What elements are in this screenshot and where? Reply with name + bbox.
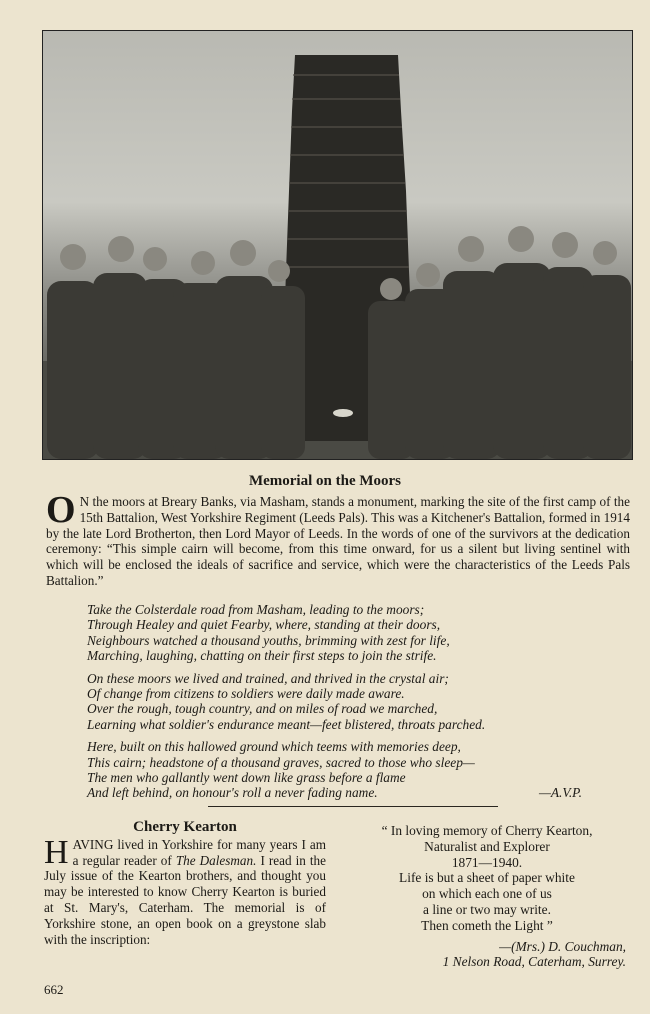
letter-column: [44, 820, 326, 947]
letter-address: 1 Nelson Road, Caterham, Surrey.: [442, 954, 626, 970]
page-number: 662: [44, 982, 64, 997]
intro-text: N the moors at Breary Banks, via Masham, stands a monument, marking the site of the first camp of the 15th Battalion, West Yorkshire Regiment (Leeds Pals). This was a Kitchener's Battalion, formed in 1914 by the late Lord Brotherton, then Lord Mayor of Leeds. In the words of one of the survivors at the dedication ceremony: “This simple cairn will become, from this time onward, for us a silent but living sentinel with which will be enclosed the ideals of sacrifice and service, which were the characteristics of the Leeds Pals Battalion.”: [46, 494, 630, 588]
poem-signature: —A.V.P.: [538, 785, 582, 801]
poem-line: Neighbours watched a thousand youths, brimming with zest for life,: [87, 632, 450, 648]
poem-line: Take the Colsterdale road from Masham, leading to the moors;: [87, 602, 425, 617]
letter-text-2: I read in the July issue of the Kearton brothers, and thought you may be interested to know Cherry Kearton is buried at St. Mary's, Caterham. The memorial is of Yorkshire stone, an open book on a greystone slab with the inscription:: [44, 852, 326, 947]
poem-line: And left behind, on honour's roll a never fading name.: [87, 785, 378, 801]
letter-body: [44, 833, 326, 948]
poem-line: The men who gallantly went down like grass before a flame: [87, 770, 406, 786]
poem-line: Learning what soldier's endurance meant—feet blistered, throats parched.: [87, 716, 486, 732]
article-title-cherry-kearton: Cherry Kearton: [133, 819, 237, 835]
letter-text-1: AVING lived in Yorkshire for many years I am a regular reader of: [72, 836, 326, 868]
poem-stanza-3: [87, 739, 597, 801]
drop-cap-h: H: [44, 833, 69, 871]
drop-cap-o: O: [46, 489, 76, 531]
poem-stanza-2: [87, 671, 597, 733]
letter-author: —(Mrs.) D. Couchman,: [499, 938, 626, 954]
inscription-line: Naturalist and Explorer: [424, 838, 550, 854]
inscription-line: on which each one of us: [422, 886, 552, 902]
inscription-line: Then cometh the Light ”: [421, 917, 553, 933]
poem-line: On these moors we lived and trained, and thrived in the crystal air;: [87, 670, 449, 686]
article-intro-paragraph: [46, 489, 630, 589]
poem-line: This cairn; headstone of a thousand graves, sacred to those who sleep—: [87, 754, 475, 770]
poem-stanza-1: [87, 602, 597, 664]
poem-line: Through Healey and quiet Fearby, where, standing at their doors,: [87, 617, 441, 633]
inscription-line: “ In loving memory of Cherry Kearton,: [381, 823, 593, 838]
poem-line: Of change from citizens to soldiers were daily made aware.: [87, 686, 405, 702]
article-title-memorial: Memorial on the Moors: [248, 473, 402, 489]
inscription-line: 1871—1940.: [451, 854, 523, 870]
inscription-column: [342, 823, 632, 970]
poem-line: Marching, laughing, chatting on their first steps to join the strife.: [87, 648, 437, 664]
poem: [87, 602, 597, 808]
poem-line: Here, built on this hallowed ground which teems with memories deep,: [87, 739, 461, 755]
inscription-line: Life is but a sheet of paper white: [399, 870, 575, 886]
memorial-cairn-photograph: [42, 30, 633, 460]
magazine-name: The Dalesman.: [175, 852, 257, 868]
inscription-line: a line or two may write.: [423, 901, 551, 917]
poem-line: Over the rough, tough country, and on miles of road we marched,: [87, 701, 438, 717]
section-divider: [208, 806, 498, 807]
